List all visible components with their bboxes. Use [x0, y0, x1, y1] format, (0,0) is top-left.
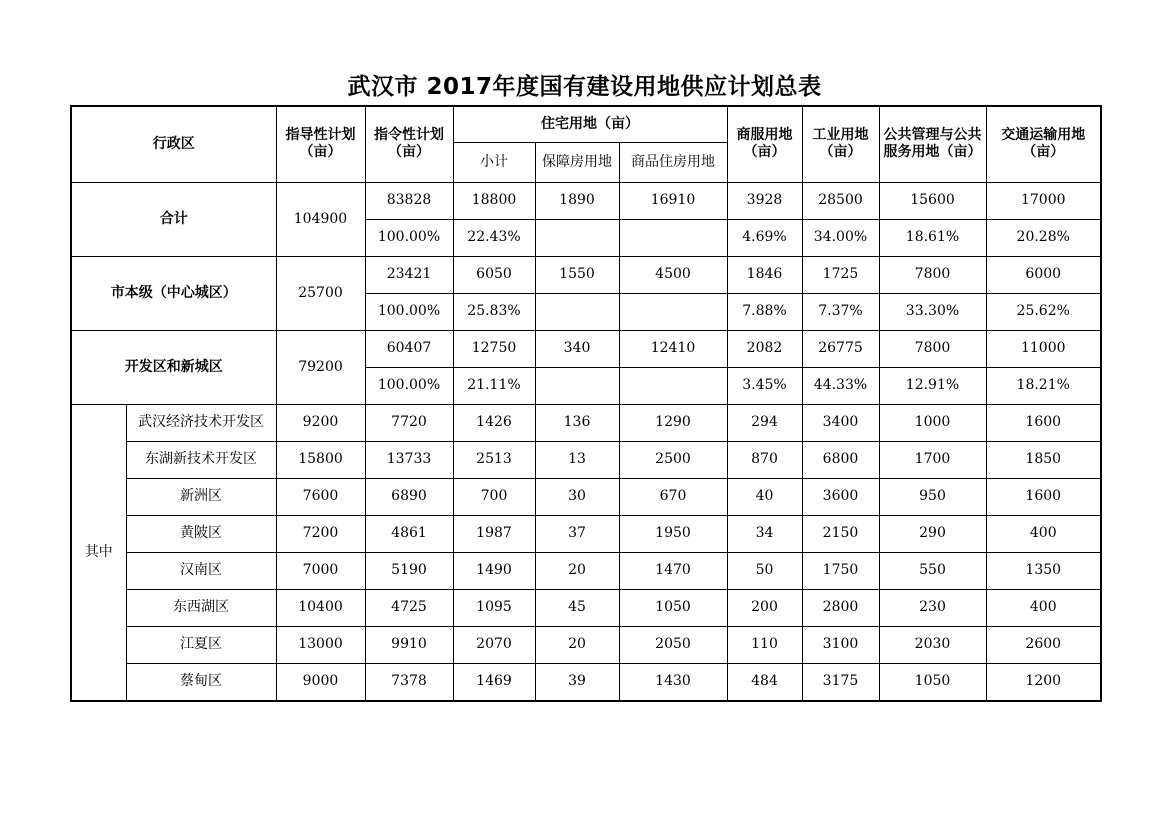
- percent-cell: 12.91%: [879, 367, 986, 404]
- page-title: 武汉市 2017年度国有建设用地供应计划总表: [347, 74, 822, 100]
- group-label: 其中: [71, 404, 126, 701]
- value-cell: 18800: [453, 182, 535, 219]
- value-cell: 7600: [276, 478, 365, 515]
- value-cell: 1550: [535, 256, 619, 293]
- table-row: [71, 182, 1101, 219]
- value-cell: 1600: [986, 404, 1101, 441]
- value-cell: 83828: [365, 182, 453, 219]
- value-cell: 45: [535, 589, 619, 626]
- value-cell: 670: [619, 478, 727, 515]
- percent-cell: 7.88%: [727, 293, 802, 330]
- guidance-value: 104900: [276, 182, 365, 256]
- value-cell: 28500: [802, 182, 879, 219]
- table-row: [71, 441, 1101, 478]
- row-label: 开发区和新城区: [71, 330, 276, 404]
- value-cell: 1200: [986, 663, 1101, 701]
- value-cell: 13733: [365, 441, 453, 478]
- value-cell: 17000: [986, 182, 1101, 219]
- value-cell: 2513: [453, 441, 535, 478]
- value-cell: 7800: [879, 256, 986, 293]
- value-cell: 4861: [365, 515, 453, 552]
- percent-cell: 22.43%: [453, 219, 535, 256]
- table-row: [71, 663, 1101, 701]
- value-cell: 9910: [365, 626, 453, 663]
- value-cell: 7800: [879, 330, 986, 367]
- value-cell: 1095: [453, 589, 535, 626]
- value-cell: 484: [727, 663, 802, 701]
- value-cell: 26775: [802, 330, 879, 367]
- value-cell: 5190: [365, 552, 453, 589]
- percent-cell: [619, 367, 727, 404]
- value-cell: 1987: [453, 515, 535, 552]
- district-name: 蔡甸区: [126, 663, 276, 701]
- value-cell: 1700: [879, 441, 986, 478]
- land-supply-table: [70, 105, 1102, 702]
- value-cell: 7378: [365, 663, 453, 701]
- value-cell: 294: [727, 404, 802, 441]
- value-cell: 1850: [986, 441, 1101, 478]
- value-cell: 9000: [276, 663, 365, 701]
- value-cell: 3100: [802, 626, 879, 663]
- value-cell: 6000: [986, 256, 1101, 293]
- value-cell: 34: [727, 515, 802, 552]
- table-row: [71, 589, 1101, 626]
- district-name: 东西湖区: [126, 589, 276, 626]
- value-cell: 2030: [879, 626, 986, 663]
- district-name: 汉南区: [126, 552, 276, 589]
- district-name: 江夏区: [126, 626, 276, 663]
- percent-cell: 25.83%: [453, 293, 535, 330]
- value-cell: 2500: [619, 441, 727, 478]
- value-cell: 1750: [802, 552, 879, 589]
- value-cell: 400: [986, 589, 1101, 626]
- value-cell: 37: [535, 515, 619, 552]
- row-label: 合计: [71, 182, 276, 256]
- value-cell: 23421: [365, 256, 453, 293]
- header-directive-plan: 指令性计划（亩）: [365, 106, 453, 182]
- value-cell: 13000: [276, 626, 365, 663]
- value-cell: 1846: [727, 256, 802, 293]
- percent-cell: [535, 293, 619, 330]
- value-cell: 870: [727, 441, 802, 478]
- percent-cell: 100.00%: [365, 293, 453, 330]
- table-row: [71, 256, 1101, 293]
- value-cell: 700: [453, 478, 535, 515]
- value-cell: 1430: [619, 663, 727, 701]
- percent-cell: 20.28%: [986, 219, 1101, 256]
- district-name: 武汉经济技术开发区: [126, 404, 276, 441]
- header-industrial: 工业用地（亩）: [802, 106, 879, 182]
- percent-cell: [535, 219, 619, 256]
- value-cell: 30: [535, 478, 619, 515]
- value-cell: 4500: [619, 256, 727, 293]
- header-public: 公共管理与公共服务用地（亩）: [879, 106, 986, 182]
- percent-cell: 3.45%: [727, 367, 802, 404]
- district-name: 东湖新技术开发区: [126, 441, 276, 478]
- percent-cell: 100.00%: [365, 219, 453, 256]
- value-cell: 9200: [276, 404, 365, 441]
- value-cell: 6800: [802, 441, 879, 478]
- percent-cell: 33.30%: [879, 293, 986, 330]
- table-row: [71, 478, 1101, 515]
- guidance-value: 79200: [276, 330, 365, 404]
- row-label: 市本级（中心城区）: [71, 256, 276, 330]
- value-cell: 7000: [276, 552, 365, 589]
- value-cell: 1000: [879, 404, 986, 441]
- value-cell: 6890: [365, 478, 453, 515]
- value-cell: 136: [535, 404, 619, 441]
- percent-cell: 18.21%: [986, 367, 1101, 404]
- value-cell: 230: [879, 589, 986, 626]
- header-business: 商服用地（亩）: [727, 106, 802, 182]
- value-cell: 2800: [802, 589, 879, 626]
- header-district: 行政区: [71, 106, 276, 182]
- value-cell: 16910: [619, 182, 727, 219]
- value-cell: 400: [986, 515, 1101, 552]
- value-cell: 20: [535, 552, 619, 589]
- value-cell: 4725: [365, 589, 453, 626]
- value-cell: 39: [535, 663, 619, 701]
- value-cell: 2050: [619, 626, 727, 663]
- header-res-affordable: 保障房用地: [535, 142, 619, 182]
- value-cell: 1890: [535, 182, 619, 219]
- value-cell: 2082: [727, 330, 802, 367]
- value-cell: 10400: [276, 589, 365, 626]
- table-row: [71, 552, 1101, 589]
- percent-cell: 4.69%: [727, 219, 802, 256]
- value-cell: 3175: [802, 663, 879, 701]
- value-cell: 2600: [986, 626, 1101, 663]
- percent-cell: 34.00%: [802, 219, 879, 256]
- header-transport: 交通运输用地（亩）: [986, 106, 1101, 182]
- value-cell: 15600: [879, 182, 986, 219]
- value-cell: 1725: [802, 256, 879, 293]
- value-cell: 550: [879, 552, 986, 589]
- value-cell: 3600: [802, 478, 879, 515]
- value-cell: 2070: [453, 626, 535, 663]
- percent-cell: 25.62%: [986, 293, 1101, 330]
- percent-cell: 21.11%: [453, 367, 535, 404]
- value-cell: 20: [535, 626, 619, 663]
- table-row: [71, 515, 1101, 552]
- percent-cell: 7.37%: [802, 293, 879, 330]
- value-cell: 290: [879, 515, 986, 552]
- header-residential: 住宅用地（亩）: [453, 106, 727, 142]
- value-cell: 2150: [802, 515, 879, 552]
- percent-cell: 18.61%: [879, 219, 986, 256]
- value-cell: 1050: [879, 663, 986, 701]
- value-cell: 3928: [727, 182, 802, 219]
- value-cell: 11000: [986, 330, 1101, 367]
- value-cell: 1426: [453, 404, 535, 441]
- header-res-commercial: 商品住房用地: [619, 142, 727, 182]
- value-cell: 340: [535, 330, 619, 367]
- value-cell: 15800: [276, 441, 365, 478]
- percent-cell: 100.00%: [365, 367, 453, 404]
- table-row: [71, 404, 1101, 441]
- value-cell: 950: [879, 478, 986, 515]
- percent-cell: [619, 293, 727, 330]
- percent-cell: 44.33%: [802, 367, 879, 404]
- value-cell: 1490: [453, 552, 535, 589]
- value-cell: 1470: [619, 552, 727, 589]
- value-cell: 40: [727, 478, 802, 515]
- percent-cell: [619, 219, 727, 256]
- header-res-subtotal: 小计: [453, 142, 535, 182]
- table-body: [71, 182, 1101, 701]
- value-cell: 1350: [986, 552, 1101, 589]
- value-cell: 3400: [802, 404, 879, 441]
- value-cell: 200: [727, 589, 802, 626]
- value-cell: 12410: [619, 330, 727, 367]
- value-cell: 6050: [453, 256, 535, 293]
- value-cell: 1050: [619, 589, 727, 626]
- value-cell: 110: [727, 626, 802, 663]
- guidance-value: 25700: [276, 256, 365, 330]
- value-cell: 60407: [365, 330, 453, 367]
- value-cell: 1600: [986, 478, 1101, 515]
- table-row: [71, 626, 1101, 663]
- value-cell: 12750: [453, 330, 535, 367]
- header-guidance-plan: 指导性计划（亩）: [276, 106, 365, 182]
- percent-cell: [535, 367, 619, 404]
- value-cell: 13: [535, 441, 619, 478]
- value-cell: 7200: [276, 515, 365, 552]
- table-row: [71, 330, 1101, 367]
- value-cell: 50: [727, 552, 802, 589]
- value-cell: 1469: [453, 663, 535, 701]
- value-cell: 1290: [619, 404, 727, 441]
- district-name: 新洲区: [126, 478, 276, 515]
- value-cell: 1950: [619, 515, 727, 552]
- value-cell: 7720: [365, 404, 453, 441]
- district-name: 黄陂区: [126, 515, 276, 552]
